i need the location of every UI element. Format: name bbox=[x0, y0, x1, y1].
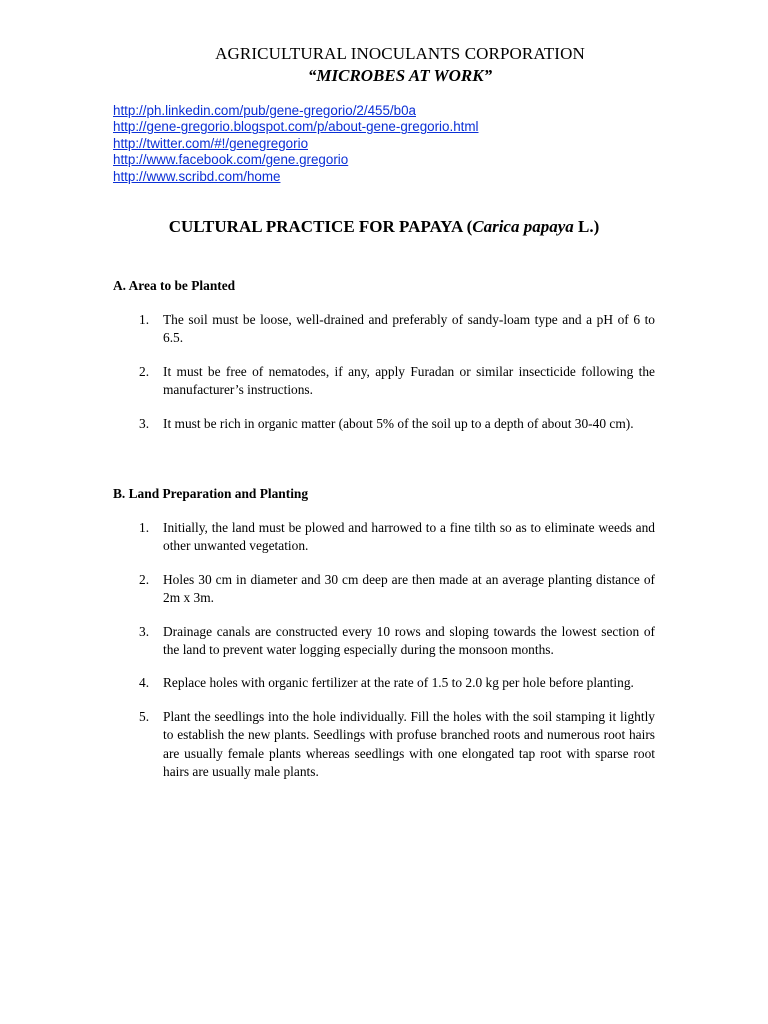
scribd-link[interactable]: http://www.scribd.com/home bbox=[113, 168, 281, 184]
item-text: Plant the seedlings into the hole individually. Fill the holes with the soil stamping it lightly to establish the new plants. Seedlings with profuse branched roots and numerous root hairs are usually female plants whereas seedlings with one elongated tap root with sparse root hairs are usually male plants. bbox=[163, 708, 655, 780]
item-number: 2. bbox=[139, 363, 150, 379]
list-item bbox=[113, 708, 655, 782]
organization-name: AGRICULTURAL INOCULANTS CORPORATION bbox=[215, 44, 585, 63]
organization-motto: “MICROBES AT WORK” bbox=[307, 66, 493, 85]
facebook-link[interactable]: http://www.facebook.com/gene.gregorio bbox=[113, 152, 349, 168]
list-item bbox=[113, 571, 655, 608]
item-number: 2. bbox=[139, 571, 150, 587]
item-text: Holes 30 cm in diameter and 30 cm deep are then made at an average planting distance of 2m x 3m. bbox=[163, 571, 655, 606]
item-number: 5. bbox=[139, 708, 150, 724]
item-text: The soil must be loose, well-drained and preferably of sandy-loam type and a pH of 6 to 6.5. bbox=[163, 312, 655, 346]
document-title bbox=[0, 217, 768, 237]
item-number: 1. bbox=[139, 312, 150, 327]
section-a-heading: A. Area to be Planted bbox=[113, 278, 236, 293]
section-b-list bbox=[113, 519, 655, 796]
list-item bbox=[113, 674, 655, 692]
blogspot-link[interactable]: http://gene-gregorio.blogspot.com/p/about-gene-gregorio.html bbox=[113, 119, 479, 135]
item-text: Replace holes with organic fertilizer at the rate of 1.5 to 2.0 kg per hole before planting. bbox=[163, 675, 634, 691]
twitter-link[interactable]: http://twitter.com/#!/genegregorio bbox=[113, 135, 309, 151]
section-b-heading: B. Land Preparation and Planting bbox=[113, 486, 309, 501]
scientific-name: Carica papaya bbox=[472, 217, 574, 236]
item-text: Drainage canals are constructed every 10 rows and sloping towards the lowest section of the land to prevent water logging especially during the monsoon months. bbox=[163, 623, 655, 658]
item-number: 3. bbox=[139, 623, 150, 639]
item-number: 3. bbox=[139, 415, 150, 431]
item-text: Initially, the land must be plowed and harrowed to a fine tilth so as to eliminate weeds and other unwanted vegetation. bbox=[163, 520, 655, 554]
section-a-list bbox=[113, 311, 655, 448]
list-item bbox=[113, 311, 655, 348]
list-item bbox=[113, 363, 655, 400]
list-item bbox=[113, 519, 655, 556]
item-number: 1. bbox=[139, 520, 150, 535]
item-number: 4. bbox=[139, 675, 150, 691]
profile-links bbox=[113, 103, 479, 185]
item-text: It must be free of nematodes, if any, apply Furadan or similar insecticide following the manufacturer’s instructions. bbox=[163, 363, 655, 398]
list-item bbox=[113, 415, 655, 433]
title-suffix: L.) bbox=[573, 217, 600, 236]
title-prefix: CULTURAL PRACTICE FOR PAPAYA ( bbox=[168, 217, 473, 236]
item-text: It must be rich in organic matter (about 5% of the soil up to a depth of about 30-40 cm). bbox=[163, 415, 634, 431]
list-item bbox=[113, 623, 655, 660]
linkedin-link[interactable]: http://ph.linkedin.com/pub/gene-gregorio/2/455/b0a bbox=[113, 103, 416, 118]
